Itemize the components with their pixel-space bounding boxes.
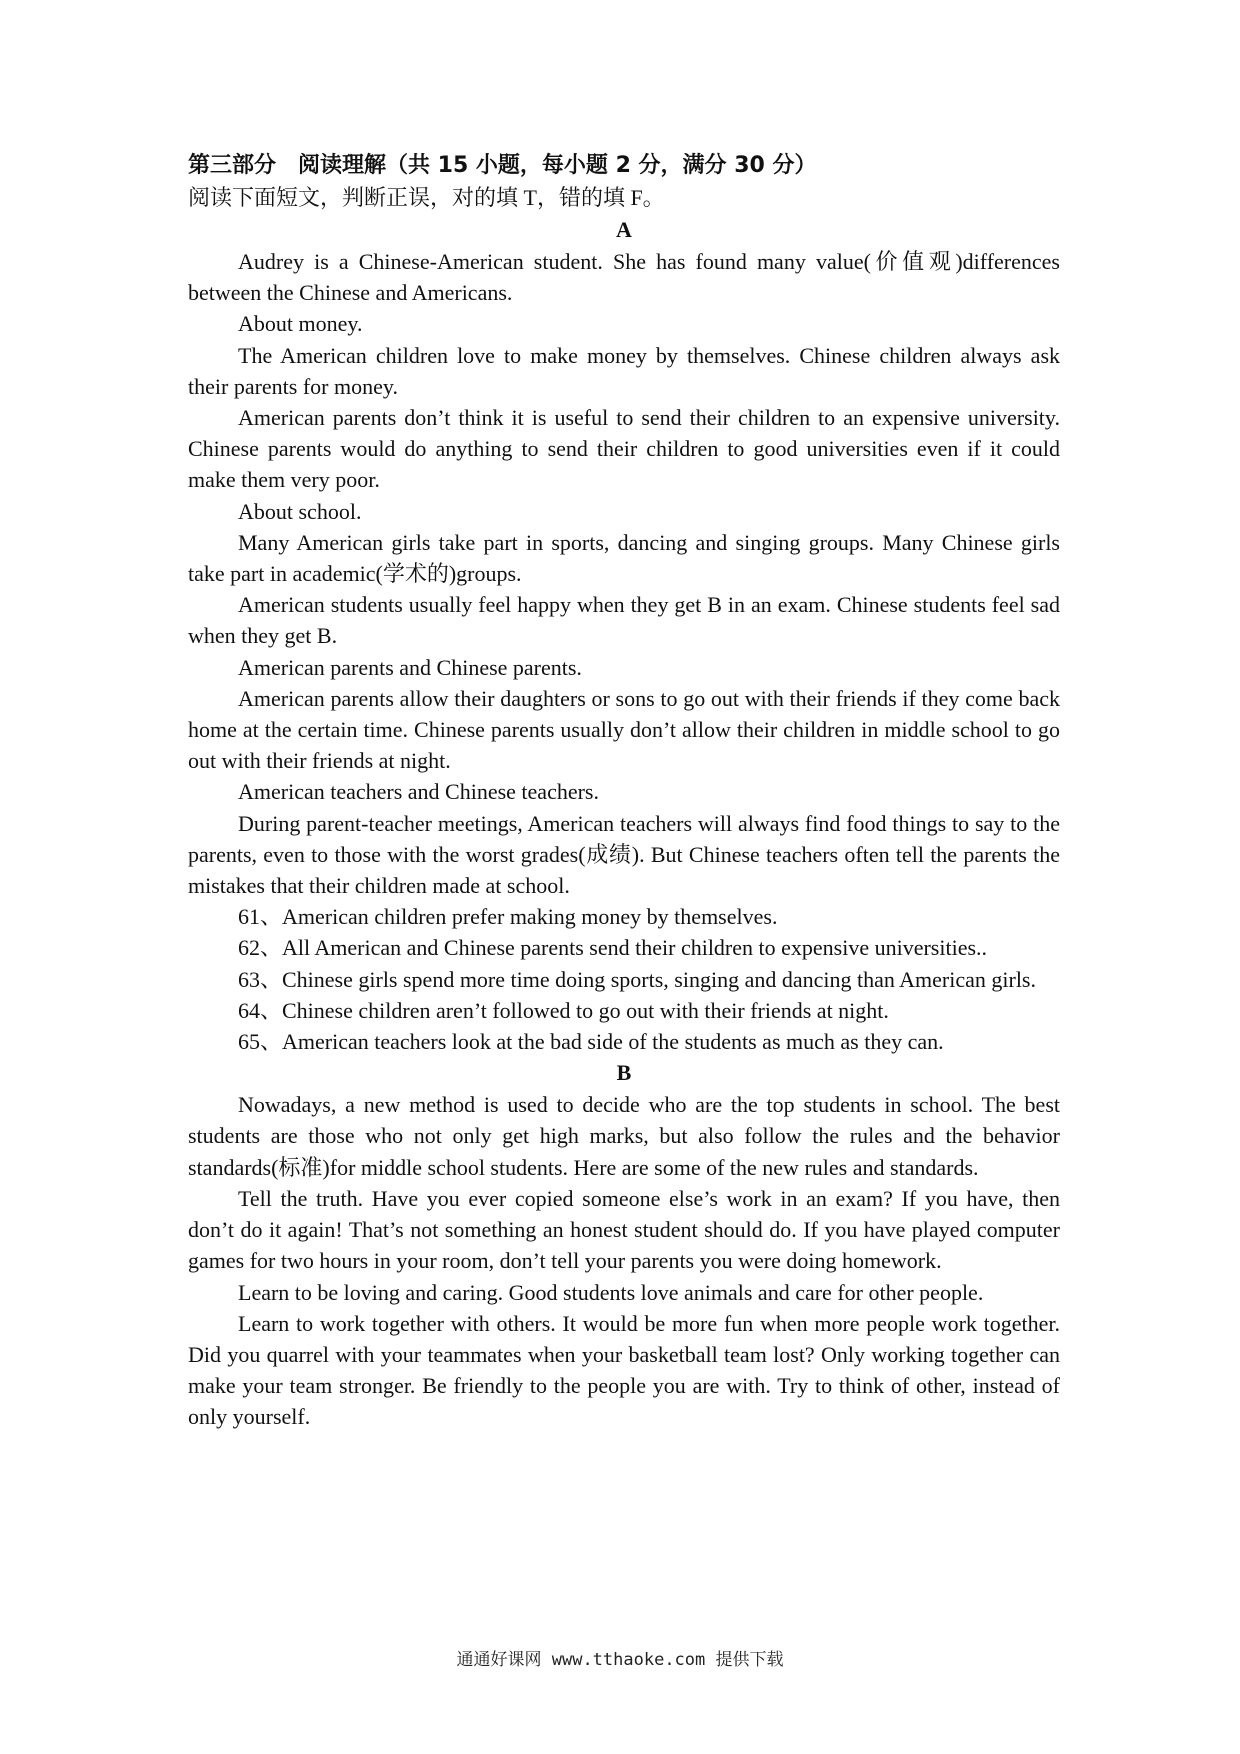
passage-b-paragraph: Nowadays, a new method is used to decide who are the top students in school. The best students are those who not only get high marks, but also follow the rules and the behavior standards(标准)for middle school students. Here are some of the new rules and standards. bbox=[188, 1092, 1060, 1180]
passage-a-paragraph: The American children love to make money by themselves. Chinese children always ask their parents for money. bbox=[188, 342, 1060, 399]
passage-a-paragraph: About money. bbox=[238, 311, 363, 337]
section-b-label: B bbox=[616, 1060, 632, 1086]
section-a-label: A bbox=[616, 217, 632, 242]
question-64: 64、Chinese children aren’t followed to go out with their friends at night. bbox=[238, 997, 889, 1023]
instruction: 阅读下面短文，判断正误，对的填 T，错的填 F。 bbox=[188, 185, 665, 210]
passage-a-paragraph: Audrey is a Chinese-American student. She has found many value(价值观)differences between the Chinese and Americans. bbox=[188, 249, 1060, 306]
question-61: 61、American children prefer making money by themselves. bbox=[238, 904, 778, 930]
question-63: 63、Chinese girls spend more time doing sports, singing and dancing than American girls. bbox=[238, 966, 1036, 992]
question-62: 62、All American and Chinese parents send their children to expensive universities.. bbox=[238, 935, 988, 961]
page-footer: 通通好课网 www.tthaoke.com 提供下载 bbox=[456, 1650, 784, 1670]
passage-a-paragraph: American parents allow their daughters or sons to go out with their friends if they come back home at the certain time. Chinese parents usually don’t allow their children in middle school to go out with their friends at night. bbox=[188, 685, 1060, 774]
passage-b-paragraph: Tell the truth. Have you ever copied someone else’s work in an exam? If you have, then don’t do it again! That’s not something an honest student should do. If you have played computer games for two hours in your room, don’t tell your parents you were doing homework. bbox=[188, 1185, 1060, 1274]
passage-a-paragraph: Many American girls take part in sports, dancing and singing groups. Many Chinese girls take part in academic(学术的)groups. bbox=[188, 529, 1060, 587]
passage-a-paragraph: American parents don’t think it is useful to send their children to an expensive university. Chinese parents would do anything to send their children to good universities even if it could make them very poor. bbox=[188, 405, 1060, 493]
passage-a-paragraph: American students usually feel happy when they get B in an exam. Chinese students feel sad when they get B. bbox=[188, 592, 1060, 649]
passage-a-paragraph: American teachers and Chinese teachers. bbox=[238, 779, 599, 805]
passage-a-paragraph: American parents and Chinese parents. bbox=[238, 654, 582, 680]
part-heading: 第三部分 阅读理解（共 15 小题，每小题 2 分，满分 30 分） bbox=[188, 153, 817, 178]
document-page bbox=[188, 150, 1060, 1433]
passage-b-paragraph: Learn to work together with others. It would be more fun when more people work together. Did you quarrel with your teammates when your basketball team lost? Only working together can make your team stronger. Be friendly to the people you are with. Try to think of other, instead of only yourself. bbox=[188, 1310, 1060, 1430]
passage-a-paragraph: About school. bbox=[238, 498, 362, 524]
passage-a-paragraph: During parent-teacher meetings, American teachers will always find food things to say to the parents, even to those with the worst grades(成绩). But Chinese teachers often tell the parents the mistakes that their children made at school. bbox=[188, 810, 1060, 899]
passage-b-paragraph: Learn to be loving and caring. Good students love animals and care for other people. bbox=[238, 1279, 984, 1305]
question-65: 65、American teachers look at the bad side of the students as much as they can. bbox=[238, 1029, 944, 1055]
